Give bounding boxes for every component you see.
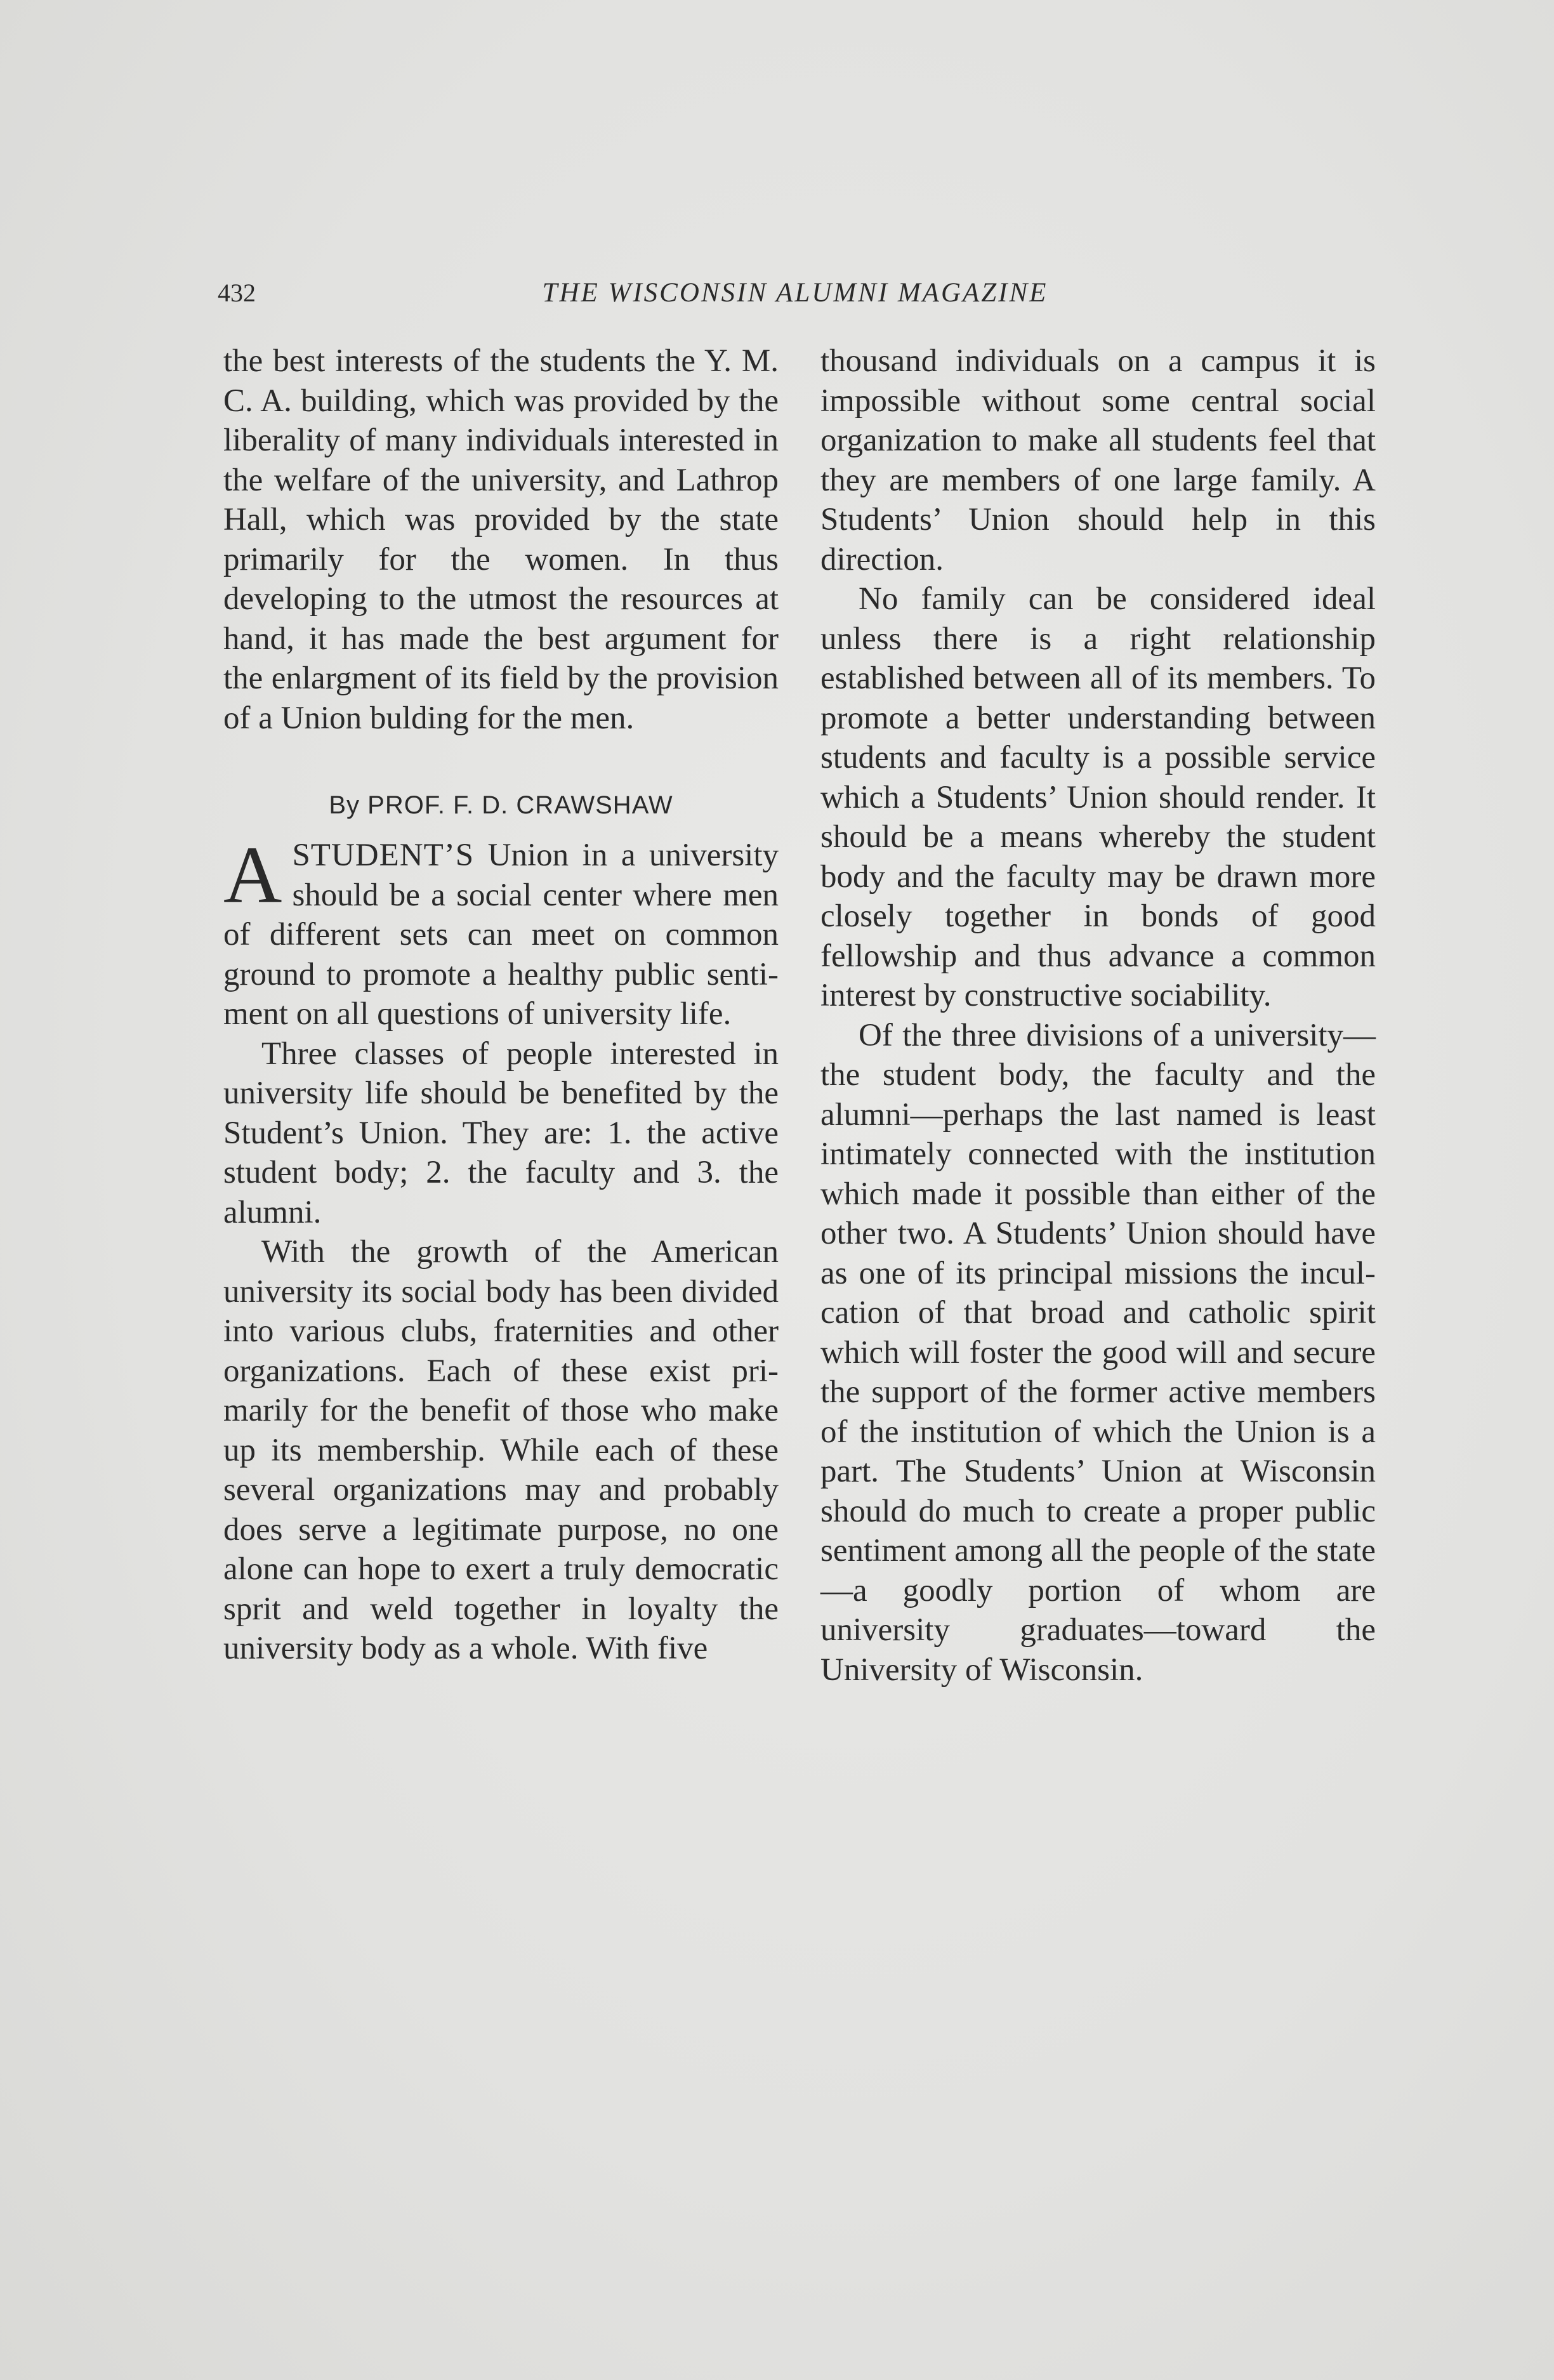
left-column [223, 341, 779, 1669]
continued-paragraph-right: thousand individuals on a campus it is impossible without some central social organization to make all students feel that they are members of one large family. A Students’ Union should help in this direction. [820, 343, 1376, 577]
paragraph-growth: With the growth of the American university its social body has been divided into various clubs, fraternities and other organizations. Each of these exist primarily for the benefit of those who make up its membership. While each of these several organizations may and probably does serve a legitimate purpose, no one alone can hope to exert a truly democratic sprit and weld together in loyalty the university body as a whole. With five [223, 1234, 779, 1666]
author-byline: By PROF. F. D. CRAWSHAW [329, 791, 673, 819]
running-title: THE WISCONSIN ALUMNI MAGAZINE [542, 278, 1048, 308]
page-number: 432 [218, 279, 256, 307]
first-paragraph-lead: STUDENT’S [292, 838, 475, 873]
first-paragraph [223, 830, 779, 1034]
paragraph-divisions: Of the three divisions of a university—the student body, the faculty and the alumni—perhaps the last named is least intimately connected with the institution which made it possible than either of the other two. A Students’ Union should have as one of its principal missions the inculcation of that broad and catholic spirit which will foster the good will and secure the support of the former active members of the institution of which the Union is a part. The Students’ Union at Wisconsin should do much to create a proper public sentiment among all the people of the state —a goodly portion of whom are university graduates—toward the University of Wisconsin. [820, 1017, 1376, 1688]
paragraph-three-classes: Three classes of people interested in university life should be benefited by the Student’s Union. They are: 1. the active student body; 2. the faculty and 3. the alumni. [223, 1035, 779, 1230]
continued-paragraph: the best interests of the students the Y. M. C. A. building, which was provided by the liberality of many individuals interested in the welfare of the university, and Lathrop Hall, which was provided by the state primarily for the women. In thus developing to the utmost the resources at hand, it has made the best argument for the enlargment of its field by the provision of a Union bulding for the men. [223, 343, 779, 736]
paragraph-family: No family can be considered ideal unless there is a right relationship established between all of its members. To promote a better understanding between students and faculty is a possible service which a Students’ Union should render. It should be a means whereby the student body and the faculty may be drawn more closely together in bonds of good fellowship and thus advance a common interest by constructive sociability. [820, 581, 1376, 1013]
first-paragraph-text: Union in a university should be a social center where men of different sets can meet on common ground to promote a healthy public sentiment on all questions of university life. [223, 838, 779, 1032]
right-column [820, 341, 1376, 1690]
drop-cap: A [223, 830, 282, 920]
page-header [218, 274, 1373, 312]
